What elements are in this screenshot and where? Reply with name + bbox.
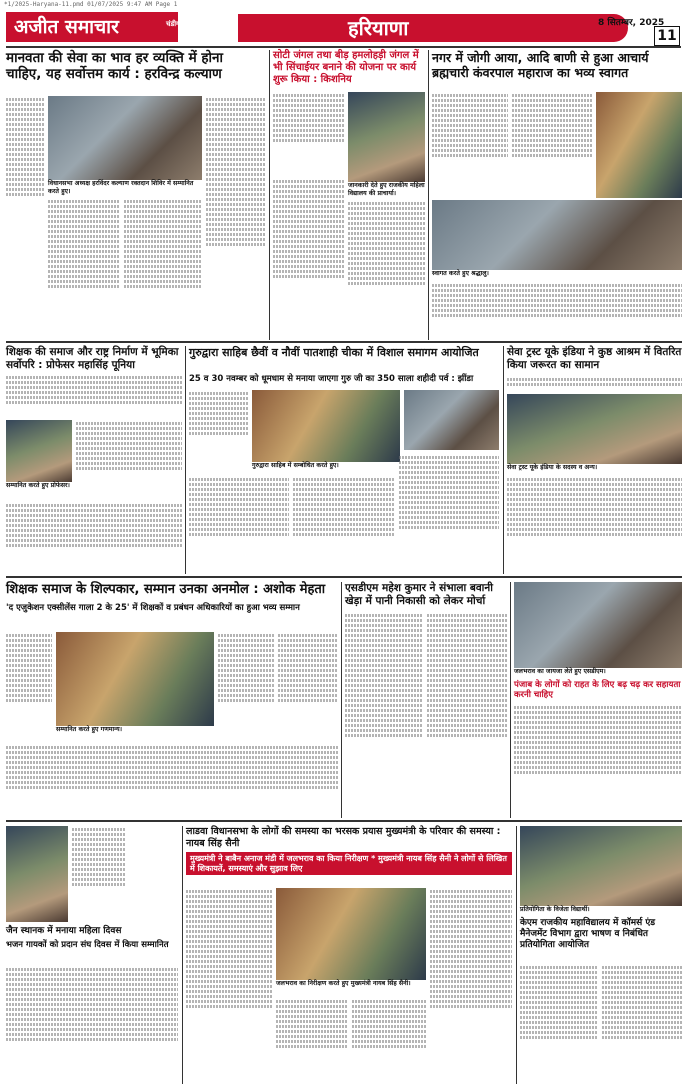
story-body [512,92,592,198]
photo-caption: प्रतियोगिता के विजेता विद्यार्थी। [520,906,682,914]
news-photo [432,200,682,270]
photo-caption: सेवा ट्रस्ट यूके इंडिया के सदस्य व अन्य। [507,464,682,472]
news-photo [596,92,682,198]
story-body [6,502,182,572]
section-title: हरियाणा [238,14,628,42]
section-divider [6,820,682,822]
news-photo [6,826,68,922]
column-rule [341,582,342,818]
story-body [124,198,202,338]
column-rule [269,50,270,340]
headline-s1: मानवता की सेवा का भाव हर व्यक्ति में होना चाहिए, यह सर्वोत्तम कार्य : हरविन्द्र कल्याण [6,50,224,83]
headline-s8: एसडीएम महेश कुमार ने संभाला बवानी खेड़ा में पानी निकासी को लेकर मोर्चा [345,582,493,607]
section-divider [6,341,682,343]
photo-caption: सम्मानित करते हुए गणमान्य। [56,726,214,734]
photo-caption: गुरुद्वारा साहिब में सम्बोधित करते हुए। [252,462,400,470]
story-body [206,96,266,338]
headline-s10: जैन स्थानक में मनाया महिला दिवस [6,926,122,936]
news-photo [276,888,426,980]
story-body [278,632,338,742]
story-body [6,632,52,742]
photo-caption: सम्मानित करते हुए प्रोफेसर। [6,482,72,490]
headline-s4: शिक्षक की समाज और राष्ट्र निर्माण में भूमिका सर्वोपरि : प्रोफेसर महासिंह पूनिया [6,346,179,371]
story-body [218,632,274,742]
story-body [507,376,682,392]
news-photo [252,390,400,462]
story-body [72,826,126,922]
subhead-s5: 25 व 30 नवम्बर को धूमधाम से मनाया जाएगा गुरु जी का 350 साला शहीदी पर्व : झींडा [189,374,474,384]
story-body [189,390,249,460]
column-rule [510,582,511,818]
story-body [273,92,345,174]
news-photo [507,394,682,464]
headline-s12: केएम राजकीय महाविद्यालय में कॉमर्स एंड मैनेजमेंट विभाग द्वारा भाषण व निबंधित प्रतियोगिता आयोजित [520,918,656,950]
story-body [273,178,345,338]
headline-s11: लाडवा विधानसभा के लोगों की समस्या का भरसक प्रयास मुख्यमंत्री के परिवार की समस्या : नायब सिंह सैनी [186,826,501,849]
column-rule [428,50,429,340]
story-body [189,476,289,572]
news-photo [514,582,682,668]
photo-caption: जलभराव का जायजा लेते हुए एसडीएम। [514,668,682,676]
headline-s7: शिक्षक समाज के शिल्पकार, सम्मान उनका अनमोल : अशोक मेहता [6,582,326,597]
story-body [399,454,499,572]
story-body [602,964,682,1084]
column-rule [185,346,186,574]
logo-city: चंडीगढ़ [166,20,184,28]
story-body [430,888,512,1084]
photo-caption: स्वागत करते हुए श्रद्धालु। [432,270,682,278]
news-photo [520,826,682,906]
photo-caption: जलभराव का निरीक्षण करते हुए मुख्यमंत्री नायब सिंह सैनी। [276,980,426,988]
subhead-s11: मुख्यमंत्री ने बाबैन अनाज मंडी में जलभराव का किया निरीक्षण * मुख्यमंत्री नायब सिंह सैनी ने लोगों से लिखित में शिकायतें, समस्याएं और सुझाव लिए [186,852,512,875]
photo-caption: विधानसभा अध्यक्ष हरविंदर कल्याण रक्तदान शिविर में सम्मानित करते हुए। [48,180,202,196]
news-photo [6,420,72,482]
story-body [276,998,348,1084]
story-body [293,476,395,572]
story-body [345,612,423,816]
story-body [352,998,426,1084]
headline-s2: सोटी जंगल तथा बीड़ हमलोहड़ी जंगल में भी सिंचाईयर बनाने की योजना पर कार्य शुरू किया : किशनिय [273,50,419,86]
story-body [432,92,508,198]
newspaper-logo: अजीत समाचार [6,12,178,42]
story-body [427,612,507,816]
news-photo [348,92,425,182]
issue-date: 8 सितम्बर, 2025 [598,18,665,28]
story-body [48,198,120,338]
subhead-s10: भजन गायकों को प्रदान संघ दिवस में किया सम्मानित [6,940,169,950]
story-body [514,704,682,816]
column-rule [182,826,183,1084]
news-photo [404,390,499,450]
story-body [186,888,272,1084]
column-rule [516,826,517,1084]
story-body [6,744,338,816]
story-body [520,964,598,1084]
story-body [432,282,682,338]
news-photo [56,632,214,726]
subhead-s7: 'द एजुकेशन एक्सीलेंस गाला 2 के 25' में शिक्षकों व प्रबंधन अधिकारियों का हुआ भव्य सम्मान [6,603,300,613]
headline-s3: नगर में जोगी आया, आदि बाणी से हुआ आचार्य ब्रह्मचारी कंवरपाल महाराज का भव्य स्वागत [432,50,649,81]
section-divider [6,576,682,578]
story-body [6,374,182,418]
story-body [6,96,44,251]
headline-s9: पंजाब के लोगों को राहत के लिए बढ़ चढ़ कर सहायता करनी चाहिए [514,680,681,701]
story-body [6,966,178,1084]
story-body [507,476,682,572]
photo-caption: जानकारी देते हुए राजकीय महिला विद्यालय की प्राचार्या। [348,182,425,197]
headline-s6: सेवा ट्रस्ट यूके इंडिया ने कुष्ठ आश्रम में वितरित किया जरूरत का सामान [507,346,682,371]
news-photo [48,96,202,180]
edition-line: *1/2025-Haryana-11.pmd 01/07/2025 9:47 AM Page 1 [4,1,178,8]
headline-s5: गुरुद्वारा साहिब छैवीं व नौवीं पातशाही चीका में विशाल समागम आयोजित [189,346,479,359]
story-body [76,420,182,500]
story-body [348,200,425,338]
page-number: 11 [654,26,680,46]
column-rule [503,346,504,574]
masthead [6,12,681,48]
